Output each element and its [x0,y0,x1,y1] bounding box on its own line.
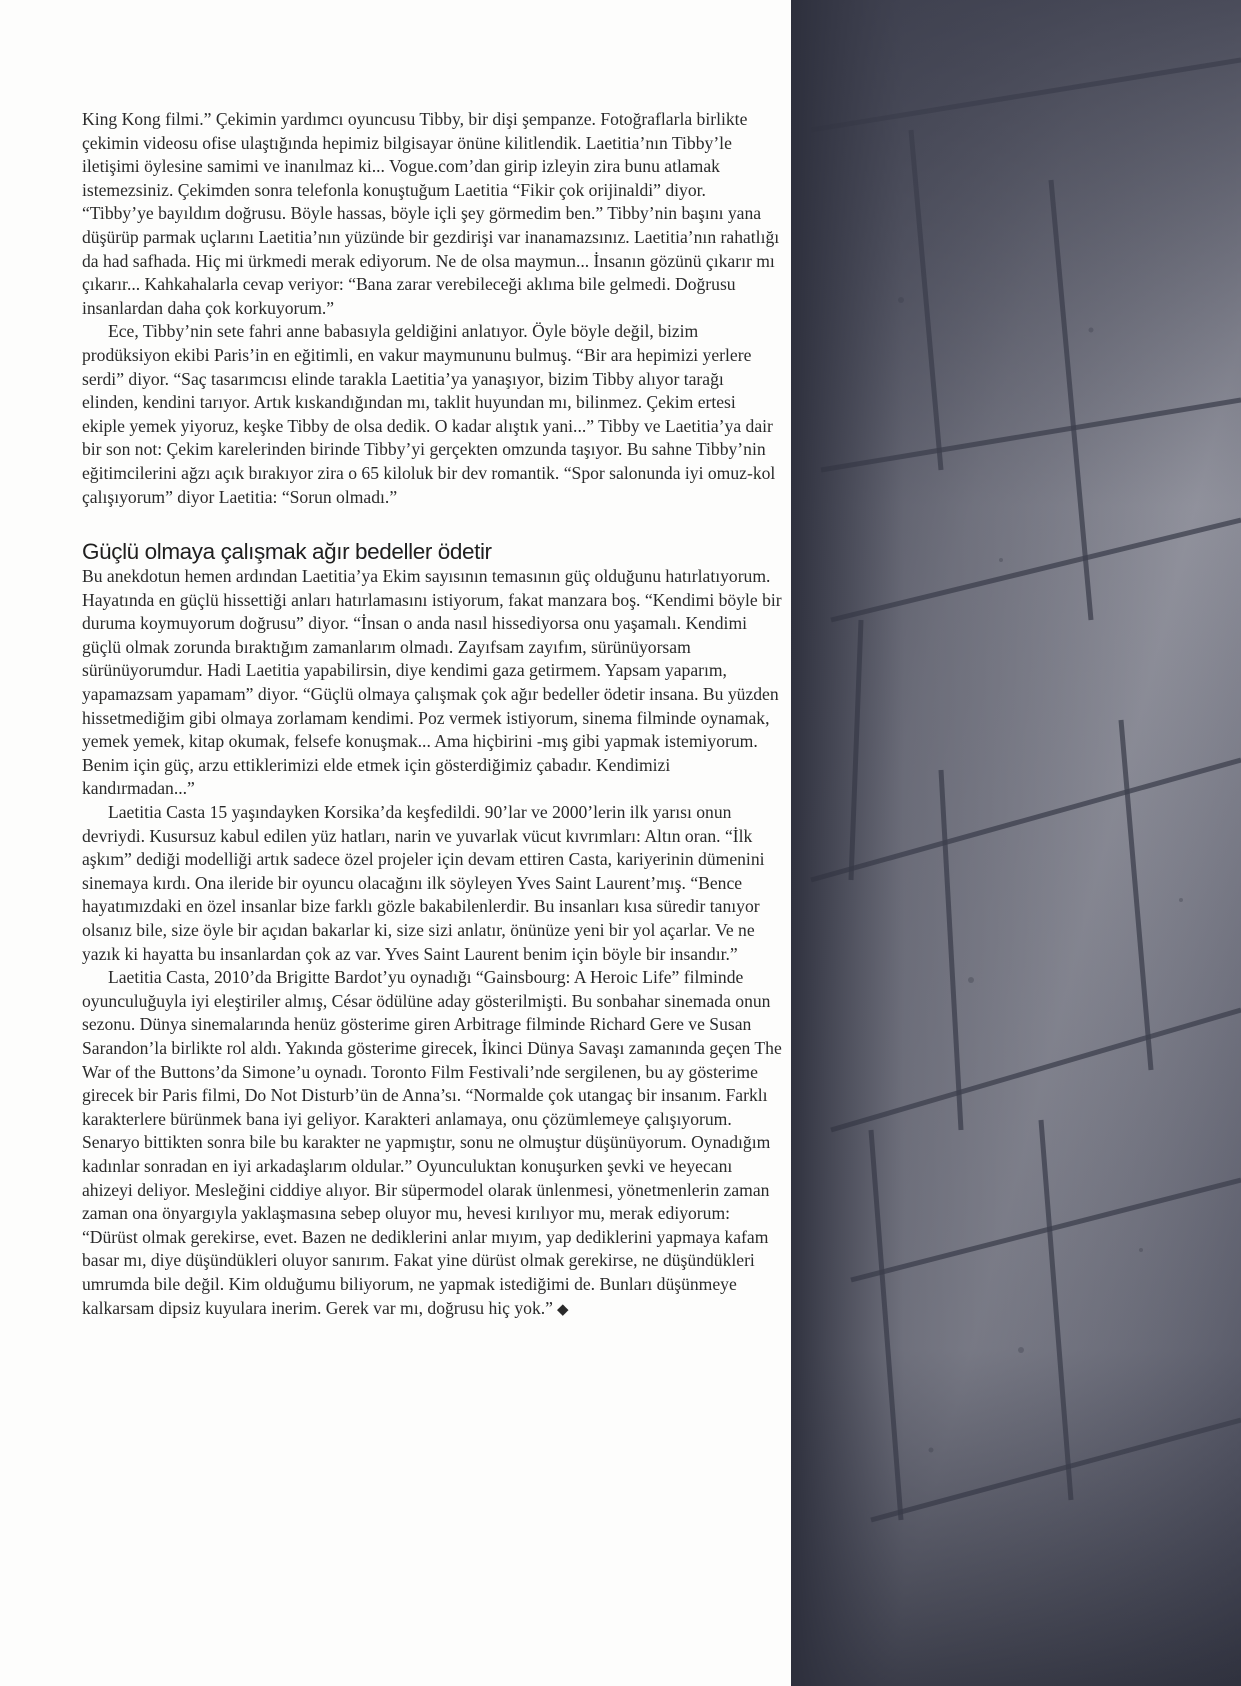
article-body [82,108,782,1321]
article-paragraph-text: Laetitia Casta, 2010’da Brigitte Bardot’yu oynadığı “Gainsbourg: A Heroic Life” filminde oyunculuğuyla iyi eleştiriler almış, César ödülüne aday gösterilmişti. Bu sonbahar sinemada onun sezonu. Dünya sinemalarında henüz gösterime giren Arbitrage filminde Richard Gere ve Susan Sarandon’la birlikte rol aldı. Yakında gösterime girecek, İkinci Dünya Savaşı zamanında geçen The War of the Buttons’da Simone’u oynadı. Toronto Film Festivali’nde sergilenen, bu ay gösterime girecek bir Paris filmi, Do Not Disturb’ün de Anna’sı. “Normalde çok utangaç bir insanım. Farklı karakterlere bürünmek bana iyi geliyor. Karakteri anlamaya, onu çözümlemeye çalışıyorum. Senaryo bittikten sonra bile bu karakter ne yapmıştır, sonu ne olmuştur düşünüyorum. Oynadığım kadınlar sonradan en iyi arkadaşlarım oldular.” Oyunculuktan konuşurken şevki ve heyecanı ahizeyi deliyor. Mesleğini ciddiye alıyor. Bir süpermodel olarak ünlenmesi, yönetmenlerin zaman zaman ona önyargıyla yaklaşmasına sebep oluyor mu, hevesi kırılıyor mu, merak ediyorum: “Dürüst olmak gerekirse, evet. Bazen ne dediklerini anlar mıyım, yap dediklerini yapmaya kafam basar mı, diye düşündükleri oluyor sanırım. Fakat yine dürüst olmak gerekirse, ne düşündükleri umrumda bile değil. Kim olduğumu biliyorum, ne yapmak istediğimi de. Bunları düşünmeye kalkarsam dipsiz kuyulara inerim. Gerek var mı, doğrusu hiç yok.” [82,967,782,1318]
stone-wall-image [791,0,1241,1686]
end-mark-icon: ◆ [557,1299,569,1318]
article-paragraph: Ece, Tibby’nin sete fahri anne babasıyla geldiğini anlatıyor. Öyle böyle değil, bizim prodüksiyon ekibi Paris’in en eğitimli, en vakur maymununu bulmuş. “Bir ara hepimizi yerlere serdi” diyor. “Saç tasarımcısı elinde tarakla Laetitia’ya yanaşıyor, bizim Tibby alıyor tarağı elinden, kendini tarıyor. Artık kıskandığından mı, taklit huyundan mı, bilinmez. Çekim ertesi ekiple yemek yiyoruz, keşke Tibby de olsa dedik. O kadar alıştık yani...” Tibby ve Laetitia’ya dair bir son not: Çekim karelerinden birinde Tibby’yi gerçekten omzunda taşıyor. Bu sahne Tibby’nin eğitimcilerini ağzı açık bırakıyor zira o 65 kiloluk bir dev romantik. “Spor salonunda iyi omuz-kol çalışıyorum” diyor Laetitia: “Sorun olmadı.” [82,321,776,507]
stone-wall-photo [791,0,1241,1686]
article-paragraph: King Kong filmi.” Çekimin yardımcı oyuncusu Tibby, bir dişi şempanze. Fotoğraflarla birlikte çekimin videosu ofise ulaştığında hepimiz bilgisayar önüne kilitlendik. Laetitia’nın Tibby’le iletişimi öylesine samimi ve inanılmaz ki... Vogue.com’dan girip izleyin zira bunu atlamak istemezsiniz. Çekimden sonra telefonla konuştuğum Laetitia “Fikir çok orijinaldi” diyor. “Tibby’ye bayıldım doğrusu. Böyle hassas, böyle içli şey görmedim ben.” Tibby’nin başını yana düşürüp parmak uçlarını Laetitia’nın yüzünde bir gezdirişi var inanamazsınız. Laetitia’nın rahatlığı da had safhada. Hiç mi ürkmedi merak ediyorum. Ne de olsa maymun... İnsanın gözünü çıkarır mı çıkarır... Kahkahalarla cevap veriyor: “Bana zarar verebileceği aklıma bile gelmedi. Doğrusu insanlardan daha çok korkuyorum.” [82,109,780,318]
section-heading: Güçlü olmaya çalışmak ağır bedeller ödetir [82,539,492,565]
article-paragraph: Bu anekdotun hemen ardından Laetitia’ya Ekim sayısının temasının güç olduğunu hatırlatıyorum. Hayatında en güçlü hissettiği anları hatırlamasını istiyorum, fakat manzara boş. “Kendimi böyle bir duruma koymuyorum doğrusu” diyor. “İnsan o anda nasıl hissediyorsa onu yaşamalı. Kendimi güçlü olmak zorunda bıraktığım zamanlarım olmadı. Zayıfsam zayıfım, sürünüyorsam sürünüyorumdur. Hadi Laetitia yapabilirsin, diye kendimi gaza getirmem. Yapsam yaparım, yapamazsam yapamam” diyor. “Güçlü olmaya çalışmak çok ağır bedeller ödetir insana. Bu yüzden hissetmediğim gibi olmaya zorlamam kendimi. Poz vermek istiyorum, sinema filminde oynamak, yemek yemek, kitap okumak, felsefe konuşmak... Ama hiçbirini -mış gibi yapmak istemiyorum. Benim için güç, arzu ettiklerimizi elde etmek için gösterdiğimiz çabadır. Kendimizi kandırmadan...” [82,566,782,799]
article-paragraph-last [82,966,782,1321]
article-paragraph: Laetitia Casta 15 yaşındayken Korsika’da keşfedildi. 90’lar ve 2000’lerin ilk yarısı onun devriydi. Kusursuz kabul edilen yüz hatları, narin ve yuvarlak vücut kıvrımları: Altın oran. “İlk aşkım” dediği modelliği artık sadece özel projeler için devam ettiren Casta, kariyerinin dümenini sinemaya kırdı. Ona ileride bir oyuncu olacağını ilk söyleyen Yves Saint Laurent’mış. “Bence hayatımızdaki en özel insanlar bize farklı gözle bakabilenlerdir. Bu insanları kısa süredir tanıyor olsanız bile, size öyle bir açıdan bakarlar ki, size sizi anlatır, önünüze yeni bir yol açarlar. Ve ne yazık ki hayatta bu insanlardan çok az var. Yves Saint Laurent benim için böyle bir insandır.” [82,802,765,964]
